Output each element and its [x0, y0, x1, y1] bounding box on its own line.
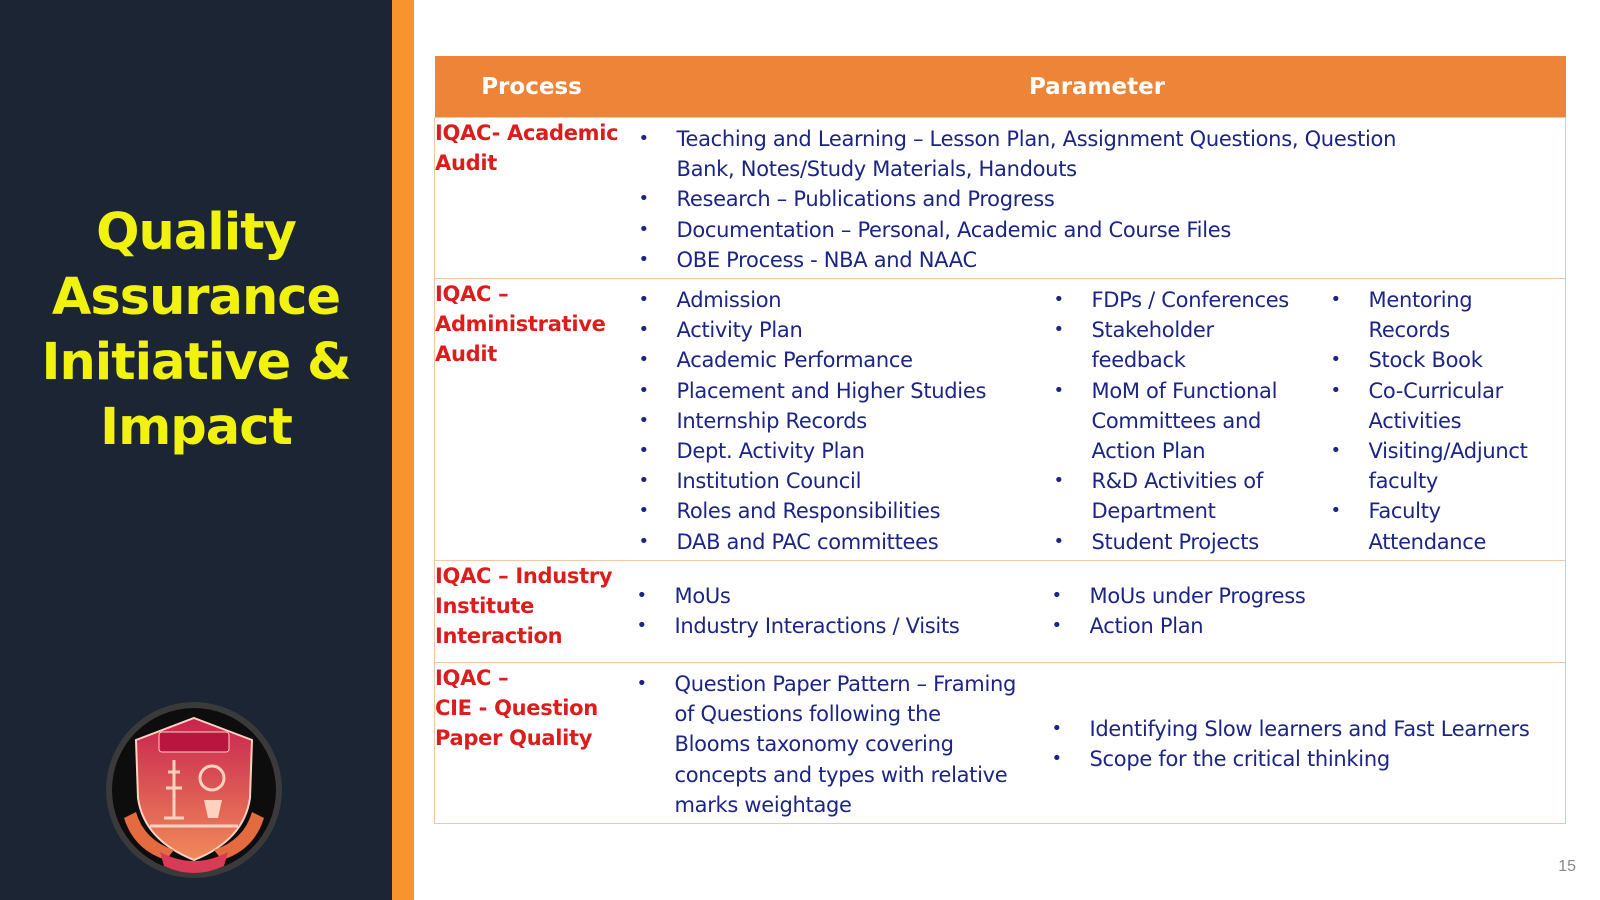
list-item: • Stock Book: [1331, 345, 1563, 375]
list-item: • DAB and PAC committees: [639, 527, 1034, 557]
list-item: • Action Plan: [1052, 611, 1532, 641]
list-item: • MoUs under Progress: [1052, 581, 1532, 611]
process-line: IQAC – Industry: [435, 564, 613, 588]
process-line: IQAC –: [435, 666, 509, 690]
parameter-list: [1331, 285, 1563, 557]
page-number: 15: [1558, 858, 1576, 875]
list-item: • Teaching and Learning – Lesson Plan, Assignment Questions, Question Bank, Notes/Study Materials, Handouts: [639, 124, 1459, 184]
process-line: CIE - Question: [435, 696, 598, 720]
process-line: Administrative: [435, 312, 606, 336]
list-item: • Admission: [639, 285, 1034, 315]
parameter-cell: [629, 663, 1566, 824]
header-parameter: Parameter: [629, 56, 1566, 118]
list-item: • Identifying Slow learners and Fast Learners: [1052, 714, 1552, 744]
process-line: IQAC –: [435, 282, 509, 306]
list-item: • OBE Process - NBA and NAAC: [639, 245, 1459, 275]
slide-title-line: Assurance: [51, 268, 341, 327]
list-item: • Mentoring Records: [1331, 285, 1519, 345]
table-row: [435, 118, 1566, 279]
list-item: • Research – Publications and Progress: [639, 184, 1459, 214]
process-line: Audit: [435, 151, 497, 175]
slide-title-line: Impact: [100, 398, 292, 457]
parameter-cell: [629, 561, 1566, 663]
list-item: • Co-Curricular Activities: [1331, 376, 1539, 436]
list-item: • Activity Plan: [639, 315, 1034, 345]
list-item: • Roles and Responsibilities: [639, 496, 1034, 526]
list-item: • FDPs / Conferences: [1054, 285, 1304, 315]
sidebar-panel: [0, 0, 392, 900]
parameter-list: [639, 124, 1459, 275]
list-item: • Academic Performance: [639, 345, 1034, 375]
parameter-list: [637, 581, 1032, 641]
process-line: Interaction: [435, 624, 563, 648]
header-process: Process: [435, 56, 629, 118]
process-line: IQAC- Academic: [435, 121, 619, 145]
parameter-cell: [629, 279, 1566, 561]
process-cell: [435, 279, 629, 561]
slide-title: [20, 200, 372, 460]
list-item: • R&D Activities of Department: [1054, 466, 1302, 526]
list-item: • MoM of Functional Committees and Action Plan: [1054, 376, 1302, 467]
process-cell: [435, 663, 629, 824]
list-item: • MoUs: [637, 581, 1032, 611]
list-item: • Placement and Higher Studies: [639, 376, 1034, 406]
process-line: Audit: [435, 342, 497, 366]
list-item: • Question Paper Pattern – Framing of Questions following the Blooms taxonomy covering concepts and types with relative marks weightage: [637, 669, 1022, 820]
table-row: [435, 561, 1566, 663]
parameter-list: [1052, 581, 1532, 641]
parameter-list: [639, 285, 1034, 557]
list-item: • Industry Interactions / Visits: [637, 611, 1032, 641]
table-row: [435, 663, 1566, 824]
process-line: Paper Quality: [435, 726, 593, 750]
list-item: • Dept. Activity Plan: [639, 436, 1034, 466]
college-emblem-icon: [104, 700, 284, 880]
table-row: [435, 279, 1566, 561]
process-line: Institute: [435, 594, 535, 618]
list-item: • Institution Council: [639, 466, 1034, 496]
list-item: • Student Projects: [1054, 527, 1304, 557]
slide-title-line: Initiative &: [41, 333, 351, 392]
list-item: • Internship Records: [639, 406, 1034, 436]
list-item: • Stakeholder feedback: [1054, 315, 1262, 375]
parameter-list: [637, 669, 1022, 820]
accent-bar: [392, 0, 414, 900]
parameter-list: [1052, 714, 1552, 774]
table-header-row: [435, 56, 1566, 118]
list-item: • Scope for the critical thinking: [1052, 744, 1552, 774]
list-item: • Visiting/Adjunct faculty: [1331, 436, 1569, 496]
list-item: • Documentation – Personal, Academic and Course Files: [639, 215, 1459, 245]
slide-title-line: Quality: [96, 203, 296, 262]
parameter-cell: [629, 118, 1566, 279]
list-item: • Faculty Attendance: [1331, 496, 1519, 556]
qa-process-table: [434, 56, 1566, 824]
process-cell: [435, 118, 629, 279]
parameter-list: [1054, 285, 1304, 557]
process-cell: [435, 561, 629, 663]
